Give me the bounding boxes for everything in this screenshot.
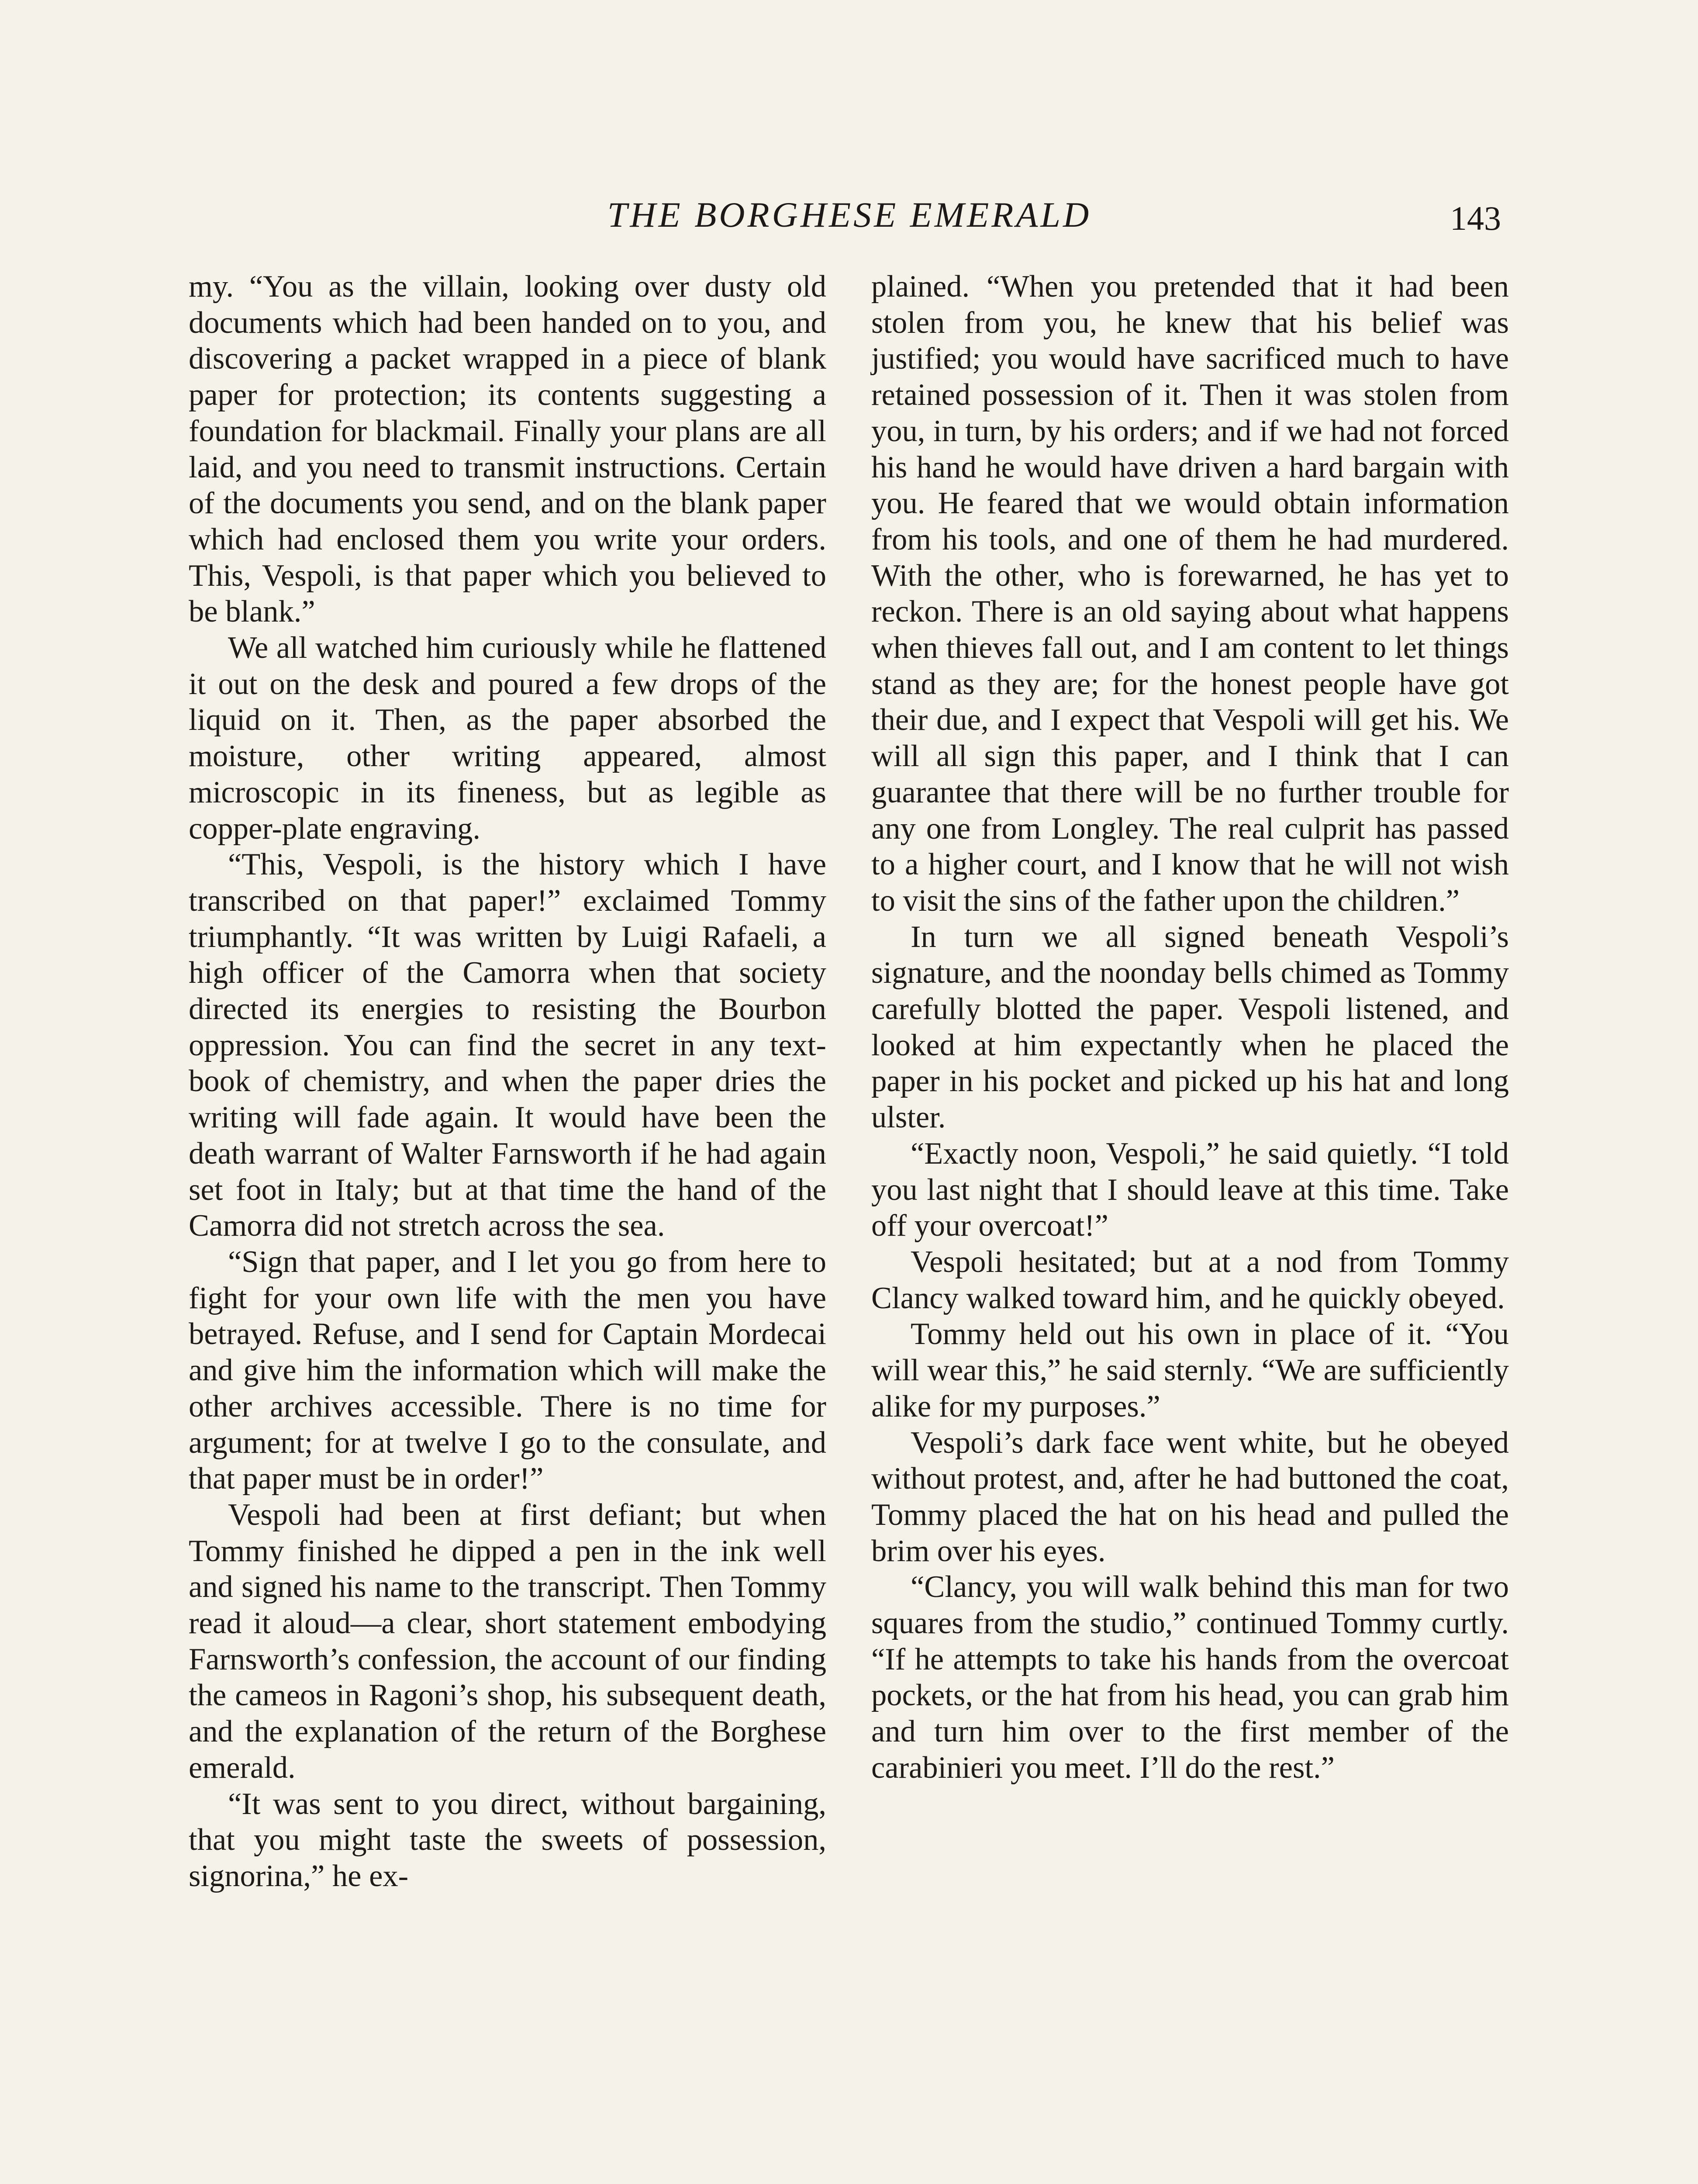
paragraph: “Exactly noon, Vespoli,” he said quietly. “I told you last night that I should leave at this time. Take off your overcoat!”	[871, 1136, 1509, 1243]
paragraph: my. “You as the villain, looking over dusty old documents which had been handed on to you, and discovering a packet wrapped in a piece of blank paper for protection; its contents suggesting a foundation for blackmail. Finally your plans are all laid, and you need to transmit instructions. Certain of the documents you send, and on the blank paper which had enclosed them you write your orders. This, Vespoli, is that paper which you believed to be blank.”	[189, 270, 826, 629]
left-column	[189, 269, 826, 1894]
paragraph: In turn we all signed beneath Vespoli’s signature, and the noonday bells chimed as Tommy carefully blotted the paper. Vespoli listened, and looked at him expectantly when he placed the paper in his pocket and picked up his hat and long ulster.	[871, 919, 1509, 1135]
paragraph: Vespoli hesitated; but at a nod from Tommy Clancy walked toward him, and he quickly obeyed.	[871, 1244, 1509, 1315]
paragraph: We all watched him curiously while he flattened it out on the desk and poured a few drops of the liquid on it. Then, as the paper absorbed the moisture, other writing appeared, almost microscopic in its fineness, but as legible as copper-plate engraving.	[189, 631, 826, 846]
paragraph: “It was sent to you direct, without bargaining, that you might taste the sweets of possession, signorina,” he ex-	[189, 1787, 826, 1893]
paragraph: Tommy held out his own in place of it. “You will wear this,” he said sternly. “We are sufficiently alike for my purposes.”	[871, 1317, 1509, 1424]
paragraph: Vespoli’s dark face went white, but he obeyed without protest, and, after he had buttoned the coat, Tommy placed the hat on his head and pulled the brim over his eyes.	[871, 1425, 1509, 1568]
running-head: THE BORGHESE EMERALD	[607, 195, 1092, 235]
paragraph: Vespoli had been at first defiant; but when Tommy finished he dipped a pen in the ink well and signed his name to the transcript. Then Tommy read it aloud—a clear, short statement embodying Farnsworth’s confession, the account of our finding the cameos in Ragoni’s shop, his subsequent death, and the explanation of the return of the Borghese emerald.	[189, 1497, 826, 1785]
paragraph: plained. “When you pretended that it had been stolen from you, he knew that his belief was justified; you would have sacrificed much to have retained possession of it. Then it was stolen from you, in turn, by his orders; and if we had not forced his hand he would have driven a hard bargain with you. He feared that we would obtain information from his tools, and one of them he had murdered. With the other, who is forewarned, he has yet to reckon. There is an old saying about what happens when thieves fall out, and I am content to let things stand as they are; for the honest people have got their due, and I expect that Vespoli will get his. We will all sign this paper, and I think that I can guarantee that there will be no further trouble for any one from Longley. The real culprit has passed to a higher court, and I know that he will not wish to visit the sins of the father upon the children.”	[871, 270, 1509, 918]
paragraph: “Sign that paper, and I let you go from here to fight for your own life with the men you have betrayed. Refuse, and I send for Captain Mordecai and give him the information which will make the other archives accessible. There is no time for argument; for at twelve I go to the consulate, and that paper must be in order!”	[189, 1244, 826, 1496]
paragraph: “Clancy, you will walk behind this man for two squares from the studio,” continued Tommy curtly. “If he attempts to take his hands from the overcoat pockets, or the hat from his head, you can grab him and turn him over to the first member of the carabinieri you meet. I’ll do the rest.”	[871, 1570, 1509, 1785]
page-number: 143	[1450, 199, 1501, 237]
paragraph: “This, Vespoli, is the history which I have transcribed on that paper!” exclaimed Tommy triumphantly. “It was written by Luigi Rafaeli, a high officer of the Camorra when that society directed its energies to resisting the Bourbon oppression. You can find the secret in any text-book of chemistry, and when the paper dries the writing will fade again. It would have been the death warrant of Walter Farnsworth if he had again set foot in Italy; but at that time the hand of the Camorra did not stretch across the sea.	[189, 847, 826, 1243]
right-column	[871, 269, 1509, 1786]
